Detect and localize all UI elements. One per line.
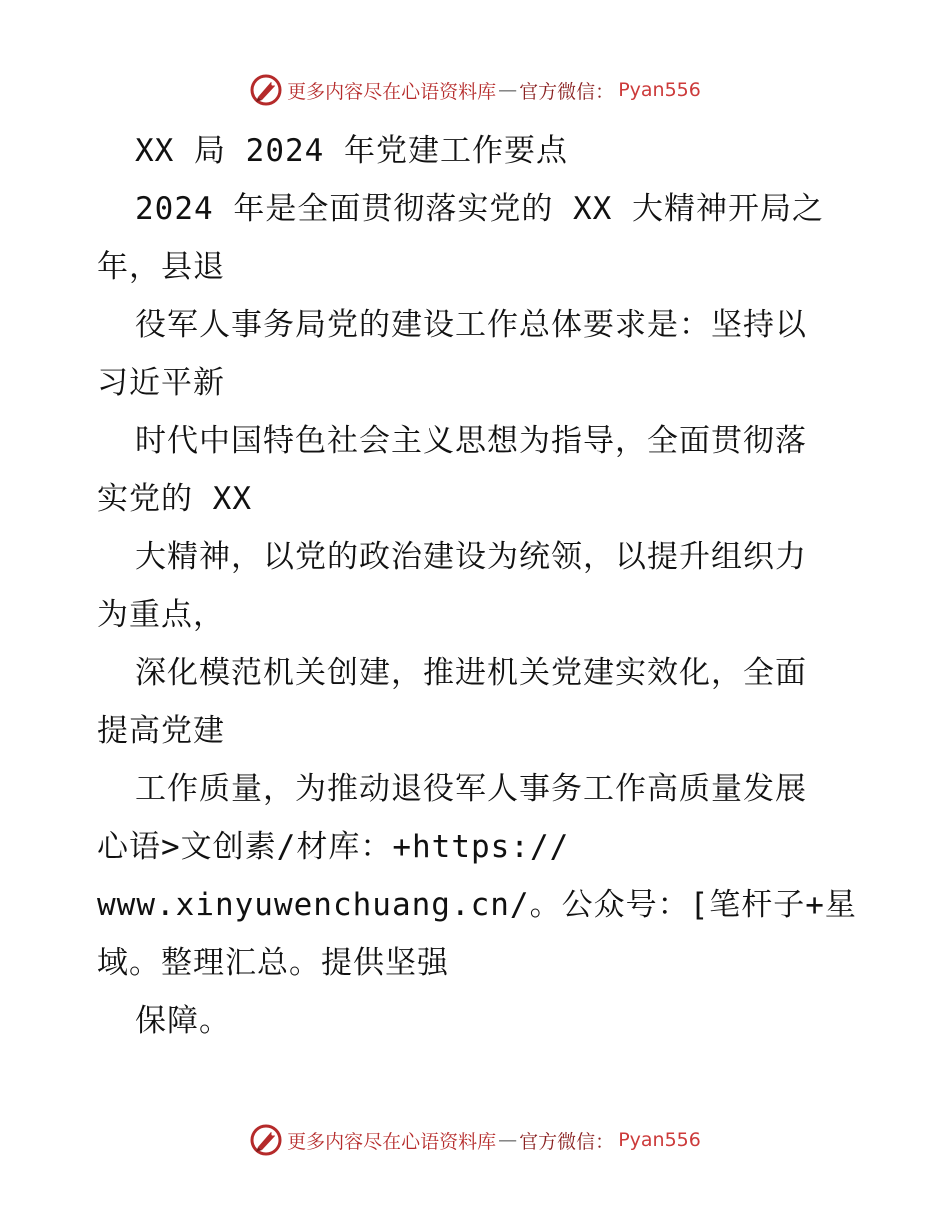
- watermark-wechat-label: 官方微信：: [519, 80, 615, 103]
- text-line: 大精神，以党的政治建设为统领，以提升组织力: [135, 539, 807, 575]
- watermark-separator: —: [498, 1129, 518, 1151]
- header-watermark: [0, 70, 950, 110]
- text-line: 时代中国特色社会主义思想为指导，全面贯彻落: [135, 423, 807, 459]
- text-line: 域。整理汇总。提供坚强: [97, 945, 449, 981]
- text-line: 深化模范机关创建，推进机关党建实效化，全面: [135, 655, 807, 691]
- text-line: 提高党建: [97, 713, 225, 749]
- text-line: 役军人事务局党的建设工作总体要求是：坚持以: [135, 307, 807, 343]
- footer-watermark: [0, 1120, 950, 1160]
- text-line: www.xinyuwenchuang.cn/。公众号：[笔杆子+星: [97, 887, 857, 923]
- pen-logo-icon: [249, 73, 283, 107]
- document-title: XX 局 2024 年党建工作要点: [135, 133, 568, 169]
- text-line: 习近平新: [97, 365, 225, 401]
- text-line: 2024 年是全面贯彻落实党的 XX 大精神开局之: [135, 191, 824, 227]
- text-line: 保障。: [135, 1003, 231, 1039]
- text-line: 年，县退: [97, 249, 225, 285]
- text-line: 工作质量，为推动退役军人事务工作高质量发展: [135, 771, 807, 807]
- watermark-separator: —: [498, 79, 518, 101]
- text-line: 实党的 XX: [97, 481, 252, 517]
- watermark-wechat-id: Pyan556: [618, 1129, 701, 1151]
- text-line: 为重点，: [97, 597, 225, 633]
- watermark-main-text: 更多内容尽在心语资料库: [287, 1130, 497, 1153]
- watermark-wechat-label: 官方微信：: [519, 1130, 615, 1153]
- pen-logo-icon: [249, 1123, 283, 1157]
- watermark-main-text: 更多内容尽在心语资料库: [287, 80, 497, 103]
- text-line: 心语>文创素/材库：+https://: [97, 829, 570, 865]
- watermark-wechat-id: Pyan556: [618, 79, 701, 101]
- document-body: [97, 122, 857, 1050]
